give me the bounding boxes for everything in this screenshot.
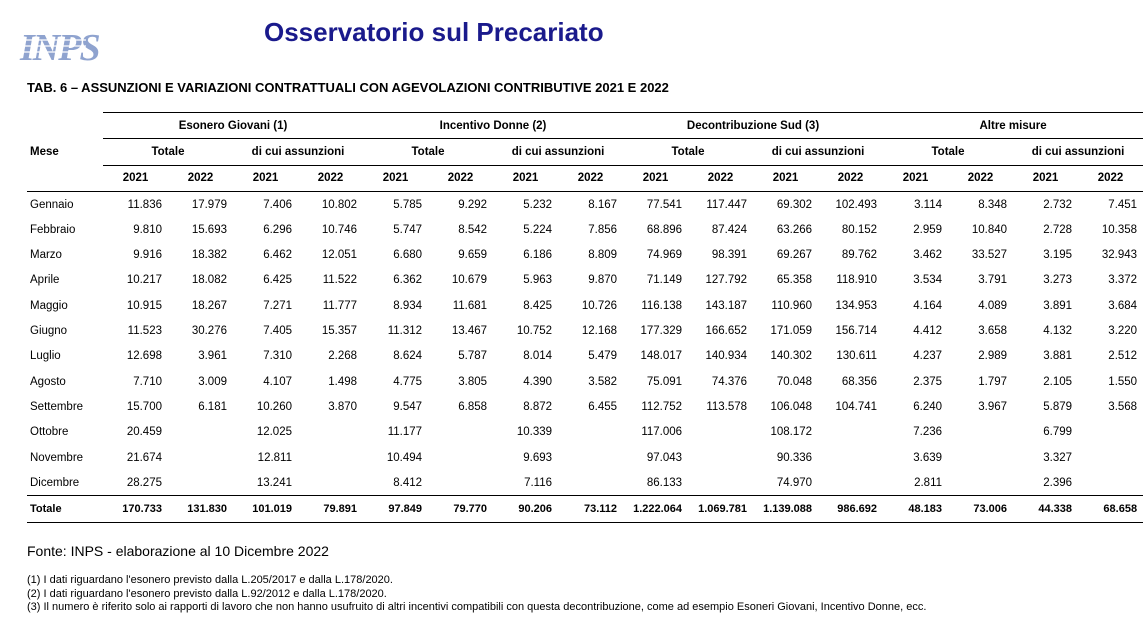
value-cell: 11.777 (322, 299, 358, 312)
month-label: Dicembre (30, 476, 80, 489)
value-cell: 4.390 (523, 375, 553, 388)
value-cell: 3.582 (588, 375, 618, 388)
value-cell (948, 420, 1013, 445)
total-cell: 170.733 (103, 496, 168, 522)
value-cell: 2.512 (1108, 350, 1138, 363)
value-cell: 21.674 (126, 451, 162, 464)
value-cell: 28.275 (126, 476, 162, 489)
value-cell: 10.217 (126, 274, 162, 287)
header-row-subgroups (27, 139, 1143, 165)
table-row (27, 293, 1143, 318)
value-cell: 11.177 (387, 426, 423, 439)
value-cell: 74.970 (776, 476, 813, 489)
value-cell: 8.167 (588, 198, 618, 211)
footnote: (2) I dati riguardano l'esonero previsto dalla L.92/2012 e dalla L.178/2020. (27, 587, 387, 600)
value-cell: 33.527 (971, 249, 1008, 262)
value-cell: 134.953 (835, 299, 878, 312)
value-cell: 20.459 (126, 426, 162, 439)
value-cell: 8.872 (523, 400, 553, 413)
value-cell (688, 445, 753, 470)
value-cell: 74.376 (711, 375, 748, 388)
value-cell: 6.425 (263, 274, 292, 287)
value-cell: 80.152 (841, 223, 878, 236)
footnote: (3) Il numero è riferito solo ai rapporti di lavoro che non hanno usufruito di altri incentivi compatibili con questa decontribuzione, come ad esempio Esoneri Giovani, Incentivo Donne, ecc. (27, 601, 927, 613)
subheader-totale: Totale (103, 139, 233, 165)
value-cell: 10.840 (971, 223, 1008, 236)
value-cell: 86.133 (646, 476, 683, 489)
value-cell: 10.915 (126, 299, 162, 312)
value-cell (948, 470, 1013, 496)
value-cell: 11.522 (322, 274, 358, 287)
year-header: 2021 (623, 165, 688, 191)
year-header: 2022 (558, 165, 623, 191)
value-cell: 12.051 (321, 249, 358, 262)
value-cell: 3.114 (914, 198, 943, 211)
year-header: 2022 (688, 165, 753, 191)
value-cell: 70.048 (776, 375, 813, 388)
value-cell: 11.836 (127, 198, 162, 211)
value-cell: 148.017 (640, 350, 683, 363)
year-header: 2022 (1078, 165, 1143, 191)
value-cell: 102.493 (835, 198, 878, 211)
value-cell: 2.105 (1043, 375, 1073, 388)
value-cell: 5.479 (588, 350, 618, 363)
value-cell: 5.785 (393, 198, 423, 211)
value-cell: 18.267 (191, 299, 227, 312)
value-cell: 9.292 (458, 198, 488, 211)
value-cell: 15.693 (191, 223, 227, 236)
value-cell: 117.006 (641, 426, 683, 439)
value-cell: 6.455 (588, 400, 618, 413)
value-cell: 11.681 (452, 299, 488, 312)
value-cell: 71.149 (646, 274, 683, 287)
subheader-totale: Totale (883, 139, 1013, 165)
value-cell: 8.348 (978, 198, 1008, 211)
total-label: Totale (27, 496, 103, 522)
subheader-totale: Totale (623, 139, 753, 165)
value-cell: 127.792 (705, 274, 748, 287)
total-cell: 44.338 (1013, 496, 1078, 522)
table-row (27, 242, 1143, 267)
total-row (27, 496, 1143, 522)
subheader-totale: Totale (363, 139, 493, 165)
footnotes (27, 574, 926, 615)
total-cell: 79.891 (298, 496, 363, 522)
value-cell: 87.424 (711, 223, 748, 236)
value-cell: 2.989 (978, 350, 1008, 363)
value-cell: 3.967 (978, 400, 1008, 413)
value-cell: 4.237 (913, 350, 943, 363)
value-cell: 9.659 (458, 249, 488, 262)
year-header: 2021 (103, 165, 168, 191)
value-cell (558, 445, 623, 470)
value-cell: 3.891 (1043, 299, 1073, 312)
value-cell: 108.172 (770, 426, 813, 439)
table-row (27, 191, 1143, 217)
value-cell: 112.752 (641, 400, 683, 413)
value-cell: 3.791 (978, 274, 1008, 287)
value-cell: 2.375 (913, 375, 943, 388)
value-cell: 32.943 (1101, 249, 1138, 262)
value-cell: 10.260 (256, 400, 292, 413)
value-cell (558, 470, 623, 496)
value-cell: 12.811 (257, 451, 292, 464)
value-cell: 9.916 (133, 249, 162, 262)
value-cell: 166.652 (705, 325, 748, 338)
value-cell: 63.266 (776, 223, 813, 236)
year-header: 2022 (298, 165, 363, 191)
month-label: Luglio (30, 350, 61, 363)
total-cell: 73.006 (948, 496, 1013, 522)
value-cell (298, 420, 363, 445)
total-cell: 986.692 (818, 496, 883, 522)
table-row (27, 344, 1143, 369)
value-cell: 69.267 (776, 249, 813, 262)
value-cell: 7.710 (133, 375, 162, 388)
value-cell: 10.802 (321, 198, 358, 211)
total-cell: 1.222.064 (623, 496, 688, 522)
value-cell: 117.447 (706, 198, 748, 211)
total-cell: 97.849 (363, 496, 428, 522)
value-cell: 110.960 (771, 299, 813, 312)
total-cell: 68.658 (1078, 496, 1143, 522)
month-label: Maggio (30, 299, 68, 312)
group-header-incentivo-donne: Incentivo Donne (2) (363, 113, 623, 139)
value-cell: 3.009 (198, 375, 227, 388)
value-cell: 3.327 (1043, 451, 1073, 464)
value-cell: 13.241 (256, 476, 292, 489)
value-cell: 2.732 (1043, 198, 1073, 211)
group-header-altre-misure: Altre misure (883, 113, 1143, 139)
value-cell: 7.310 (263, 350, 292, 363)
value-cell: 140.934 (705, 350, 748, 363)
value-cell: 4.412 (913, 325, 943, 338)
value-cell: 3.462 (913, 249, 943, 262)
inps-logo (18, 22, 99, 69)
value-cell: 9.693 (523, 451, 553, 464)
value-cell: 116.138 (641, 299, 683, 312)
total-cell: 1.069.781 (688, 496, 753, 522)
value-cell: 15.357 (321, 325, 358, 338)
value-cell: 4.164 (913, 299, 943, 312)
data-table (27, 112, 1143, 523)
value-cell: 12.698 (126, 350, 162, 363)
value-cell: 2.268 (328, 350, 358, 363)
value-cell (168, 445, 233, 470)
subheader-dicui: di cui assunzioni (493, 139, 623, 165)
value-cell: 9.810 (133, 223, 162, 236)
value-cell: 12.168 (581, 325, 618, 338)
value-cell: 97.043 (646, 451, 683, 464)
year-header: 2021 (753, 165, 818, 191)
table-row (27, 369, 1143, 394)
value-cell: 118.910 (836, 274, 878, 287)
table-row (27, 445, 1143, 470)
value-cell (818, 420, 883, 445)
value-cell: 30.276 (191, 325, 227, 338)
value-cell: 5.747 (393, 223, 423, 236)
year-header: 2022 (168, 165, 233, 191)
subheader-dicui: di cui assunzioni (1013, 139, 1143, 165)
year-header: 2021 (363, 165, 428, 191)
value-cell: 6.181 (198, 400, 227, 413)
value-cell: 4.775 (393, 375, 423, 388)
table-row (27, 318, 1143, 343)
value-cell: 8.412 (393, 476, 423, 489)
value-cell: 3.870 (328, 400, 358, 413)
value-cell (298, 470, 363, 496)
value-cell: 7.406 (263, 198, 292, 211)
value-cell: 7.236 (913, 426, 943, 439)
value-cell (948, 445, 1013, 470)
value-cell (168, 470, 233, 496)
value-cell: 140.302 (770, 350, 813, 363)
table-row (27, 268, 1143, 293)
value-cell: 104.741 (835, 400, 878, 413)
value-cell: 10.679 (451, 274, 488, 287)
total-cell: 48.183 (883, 496, 948, 522)
value-cell: 5.963 (523, 274, 553, 287)
value-cell: 9.870 (588, 274, 618, 287)
mese-header: Mese (30, 145, 59, 158)
total-cell: 90.206 (493, 496, 558, 522)
value-cell: 10.746 (321, 223, 358, 236)
value-cell: 143.187 (705, 299, 748, 312)
total-cell: 131.830 (168, 496, 233, 522)
value-cell (818, 470, 883, 496)
source-note: Fonte: INPS - elaborazione al 10 Dicembre 2022 (27, 543, 329, 559)
value-cell: 6.240 (913, 400, 943, 413)
total-cell: 73.112 (558, 496, 623, 522)
value-cell: 177.329 (640, 325, 683, 338)
value-cell: 18.082 (191, 274, 227, 287)
value-cell: 8.934 (393, 299, 423, 312)
value-cell: 3.372 (1108, 274, 1138, 287)
value-cell (1078, 445, 1143, 470)
value-cell: 113.578 (706, 400, 748, 413)
value-cell: 10.339 (516, 426, 553, 439)
value-cell (1078, 470, 1143, 496)
value-cell: 3.534 (913, 274, 943, 287)
value-cell: 8.014 (523, 350, 553, 363)
value-cell: 4.132 (1043, 325, 1073, 338)
value-cell: 6.186 (523, 249, 553, 262)
value-cell: 8.624 (393, 350, 423, 363)
value-cell: 5.787 (458, 350, 488, 363)
value-cell: 10.358 (1101, 223, 1138, 236)
value-cell: 10.752 (516, 325, 553, 338)
value-cell: 1.550 (1108, 375, 1138, 388)
month-label: Aprile (30, 274, 60, 287)
value-cell (818, 445, 883, 470)
value-cell: 4.107 (263, 375, 292, 388)
total-cell: 79.770 (428, 496, 493, 522)
value-cell: 130.611 (836, 350, 878, 363)
value-cell: 12.025 (256, 426, 292, 439)
value-cell: 17.979 (191, 198, 227, 211)
value-cell: 90.336 (776, 451, 813, 464)
value-cell: 75.091 (646, 375, 683, 388)
value-cell (688, 420, 753, 445)
value-cell (428, 420, 493, 445)
month-label: Gennaio (30, 198, 74, 211)
year-header: 2021 (883, 165, 948, 191)
value-cell: 3.961 (198, 350, 227, 363)
total-cell: 1.139.088 (753, 496, 818, 522)
value-cell: 6.680 (393, 249, 423, 262)
value-cell: 1.797 (978, 375, 1008, 388)
year-header: 2021 (1013, 165, 1078, 191)
value-cell: 15.700 (126, 400, 162, 413)
year-header: 2022 (948, 165, 1013, 191)
month-label: Agosto (30, 375, 66, 388)
value-cell: 2.728 (1043, 223, 1073, 236)
table-row (27, 394, 1143, 419)
value-cell: 3.639 (913, 451, 943, 464)
value-cell: 3.881 (1043, 350, 1073, 363)
value-cell: 2.959 (913, 223, 943, 236)
value-cell: 4.089 (978, 299, 1008, 312)
value-cell: 2.396 (1043, 476, 1073, 489)
value-cell (298, 445, 363, 470)
table-caption: TAB. 6 – ASSUNZIONI E VARIAZIONI CONTRATTUALI CON AGEVOLAZIONI CONTRIBUTIVE 2021 E 2022 (27, 80, 669, 95)
month-label: Ottobre (30, 426, 69, 439)
year-header: 2021 (493, 165, 558, 191)
value-cell (168, 420, 233, 445)
table-row (27, 420, 1143, 445)
value-cell: 3.273 (1043, 274, 1073, 287)
value-cell: 98.391 (711, 249, 748, 262)
value-cell: 6.799 (1043, 426, 1073, 439)
value-cell (428, 445, 493, 470)
value-cell: 10.726 (581, 299, 618, 312)
value-cell: 65.358 (776, 274, 813, 287)
value-cell: 3.684 (1108, 299, 1138, 312)
year-header: 2022 (818, 165, 883, 191)
page-title: Osservatorio sul Precariato (264, 17, 604, 47)
header-row-years (27, 165, 1143, 191)
value-cell: 68.896 (646, 223, 683, 236)
subheader-dicui: di cui assunzioni (753, 139, 883, 165)
value-cell: 6.858 (458, 400, 488, 413)
value-cell: 3.568 (1108, 400, 1138, 413)
value-cell: 156.714 (835, 325, 878, 338)
value-cell (428, 470, 493, 496)
footnote: (1) I dati riguardano l'esonero previsto dalla L.205/2017 e dalla L.178/2020. (27, 574, 393, 586)
month-label: Novembre (30, 451, 84, 464)
group-header-decontribuzione-sud: Decontribuzione Sud (3) (623, 113, 883, 139)
value-cell: 5.232 (523, 198, 553, 211)
table-row (27, 470, 1143, 496)
total-cell: 101.019 (233, 496, 298, 522)
value-cell: 6.296 (263, 223, 292, 236)
value-cell: 8.542 (458, 223, 488, 236)
value-cell: 106.048 (770, 400, 813, 413)
value-cell: 3.220 (1108, 325, 1138, 338)
month-label: Settembre (30, 400, 84, 413)
value-cell: 7.271 (263, 299, 292, 312)
month-label: Marzo (30, 249, 62, 262)
value-cell: 13.467 (451, 325, 488, 338)
value-cell: 5.224 (523, 223, 553, 236)
value-cell: 8.425 (523, 299, 553, 312)
value-cell (688, 470, 753, 496)
header-row-groups (27, 113, 1143, 139)
value-cell: 3.195 (1043, 249, 1073, 262)
value-cell: 171.059 (770, 325, 813, 338)
value-cell: 3.658 (978, 325, 1008, 338)
value-cell: 11.312 (387, 325, 423, 338)
value-cell: 2.811 (914, 476, 943, 489)
year-header: 2021 (233, 165, 298, 191)
month-label: Febbraio (30, 223, 76, 236)
value-cell: 7.451 (1108, 198, 1138, 211)
value-cell: 68.356 (841, 375, 878, 388)
value-cell: 6.362 (393, 274, 423, 287)
value-cell: 11.523 (127, 325, 162, 338)
year-header: 2022 (428, 165, 493, 191)
value-cell: 77.541 (646, 198, 683, 211)
value-cell: 6.462 (263, 249, 292, 262)
value-cell: 3.805 (458, 375, 488, 388)
value-cell: 10.494 (386, 451, 423, 464)
month-label: Giugno (30, 325, 68, 338)
svg-text:INPS: INPS (20, 27, 99, 69)
value-cell: 69.302 (776, 198, 813, 211)
value-cell: 9.547 (393, 400, 423, 413)
value-cell: 7.405 (263, 325, 292, 338)
value-cell (558, 420, 623, 445)
value-cell: 74.969 (646, 249, 683, 262)
table-row (27, 217, 1143, 242)
value-cell: 7.856 (588, 223, 618, 236)
value-cell: 5.879 (1043, 400, 1073, 413)
value-cell: 1.498 (328, 375, 358, 388)
value-cell: 18.382 (191, 249, 227, 262)
value-cell: 89.762 (841, 249, 878, 262)
value-cell (1078, 420, 1143, 445)
subheader-dicui: di cui assunzioni (233, 139, 363, 165)
value-cell: 8.809 (588, 249, 618, 262)
group-header-esonero-giovani: Esonero Giovani (1) (103, 113, 363, 139)
value-cell: 7.116 (524, 476, 553, 489)
